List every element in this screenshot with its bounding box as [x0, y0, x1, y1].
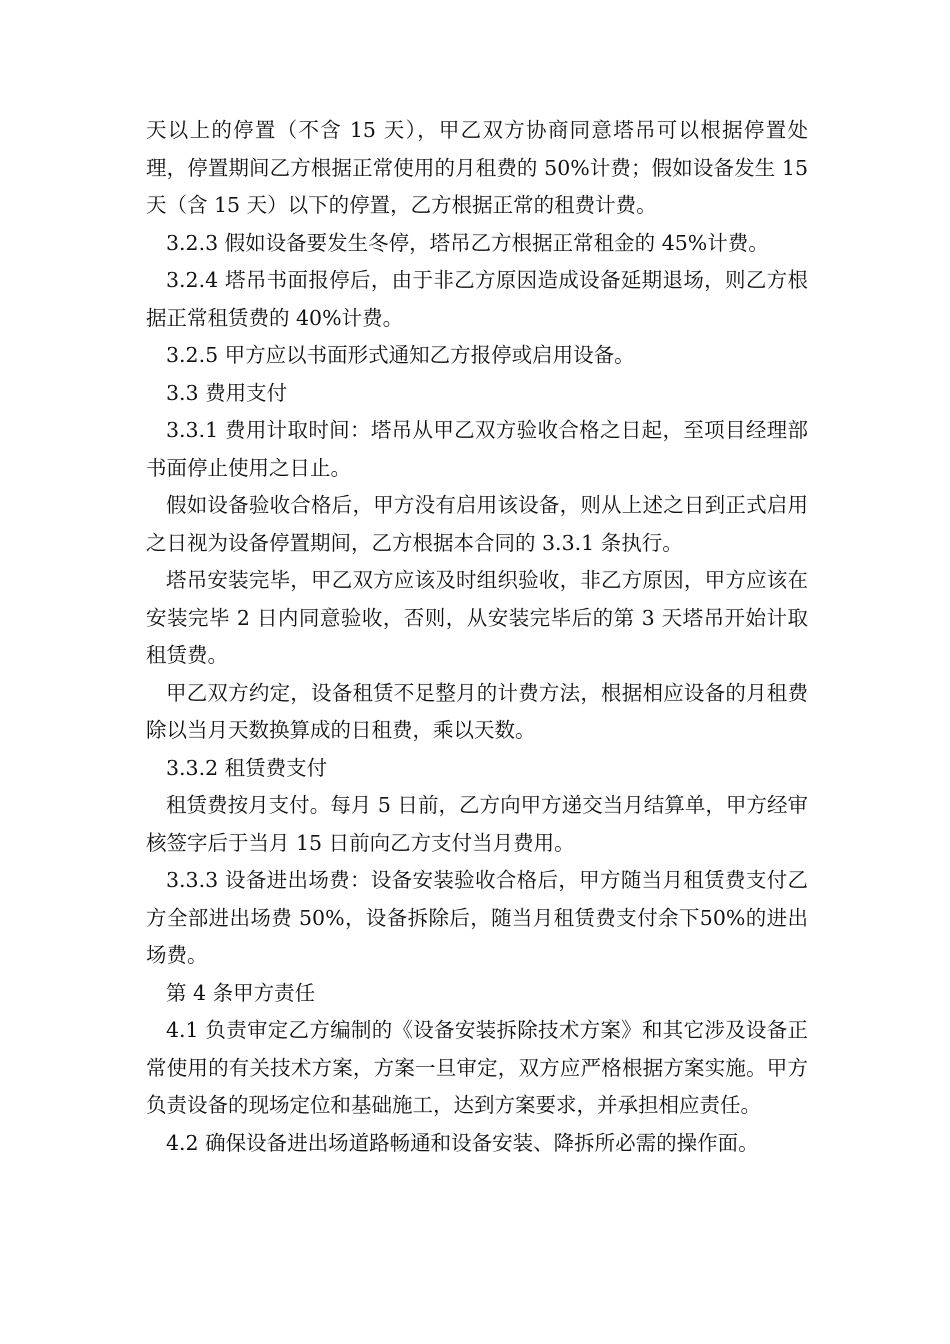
document-page	[146, 112, 808, 1162]
paragraph-idle-period: 假如设备验收合格后，甲方没有启用该设备，则从上述之日到正式启用之日视为设备停置期间，乙方根据本合同的 3.3.1 条执行。	[146, 493, 808, 555]
paragraph-continuation: 天以上的停置（不含 15 天），甲乙双方协商同意塔吊可以根据停置处理，停置期间乙方根据正常使用的月租费的 50%计费；假如设备发生 15 天（含 15 天）以下的停置，乙方根据正常的租费计费。	[146, 118, 808, 217]
paragraph-acceptance: 塔吊安装完毕，甲乙双方应该及时组织验收，非乙方原因，甲方应该在安装完毕 2 日内同意验收，否则，从安装完毕后的第 3 天塔吊开始计取租赁费。	[146, 568, 808, 667]
clause-3-2-4: 3.2.4 塔吊书面报停后，由于非乙方原因造成设备延期退场，则乙方根据正常租赁费的 40%计费。	[146, 268, 808, 330]
paragraph-monthly-payment: 租赁费按月支付。每月 5 日前，乙方向甲方递交当月结算单，甲方经审核签字后于当月 15 日前向乙方支付当月费用。	[146, 793, 808, 855]
clause-3-2-3: 3.2.3 假如设备要发生冬停，塔吊乙方根据正常租金的 45%计费。	[166, 230, 769, 255]
clause-3-3-2-heading: 3.3.2 租赁费支付	[166, 755, 328, 780]
clause-3-3-3: 3.3.3 设备进出场费：设备安装验收合格后，甲方随当月租赁费支付乙方全部进出场费 50%，设备拆除后，随当月租赁费支付余下50%的进出场费。	[146, 868, 808, 967]
article-4-heading: 第 4 条甲方责任	[166, 980, 316, 1005]
clause-3-3-1: 3.3.1 费用计取时间：塔吊从甲乙双方验收合格之日起，至项目经理部书面停止使用之日止。	[146, 418, 808, 480]
clause-4-1: 4.1 负责审定乙方编制的《设备安装拆除技术方案》和其它涉及设备正常使用的有关技术方案，方案一旦审定，双方应严格根据方案实施。甲方负责设备的现场定位和基础施工，达到方案要求，并承担相应责任。	[146, 1018, 808, 1117]
section-3-3-heading: 3.3 费用支付	[166, 380, 288, 405]
paragraph-partial-month: 甲乙双方约定，设备租赁不足整月的计费方法，根据相应设备的月租费除以当月天数换算成的日租费，乘以天数。	[146, 680, 808, 742]
clause-3-2-5: 3.2.5 甲方应以书面形式通知乙方报停或启用设备。	[166, 343, 635, 367]
clause-4-2: 4.2 确保设备进出场道路畅通和设备安装、降拆所必需的操作面。	[166, 1130, 759, 1155]
